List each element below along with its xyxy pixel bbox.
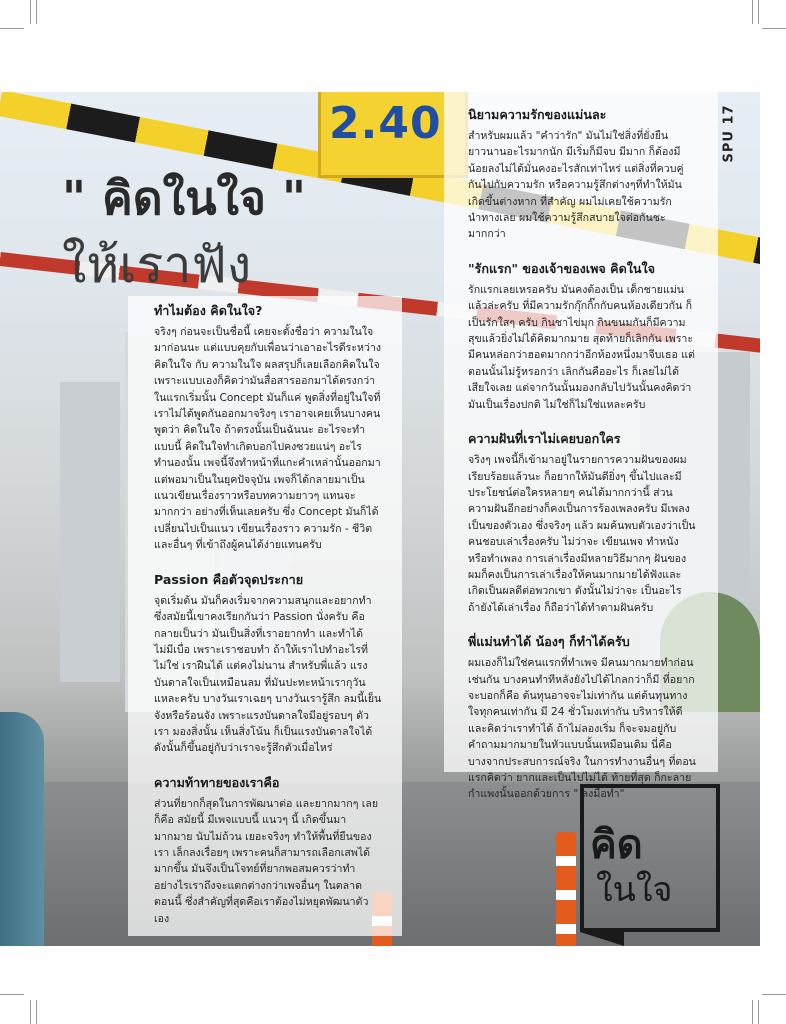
section-heading: Passion คือตัวจุดประกาย: [154, 571, 304, 587]
section-body: จริงๆ เพจนี้ก็เข้ามาอยู่ในรายการความฝันของผมเรียบร้อยแล้วนะ ก็อยากให้มันดียิ่งๆ ขึ้นไปและมีประโยชน์ต่อใครหลายๆ คนได้มากกว่านี้ ส่วนความฝันอีกอย่างก็คงเป็นการร้องเพลงครับ มีเพลงเป็นของตัวเอง ซึ่งจริงๆ แล้ว ผมค้นพบตัวเองว่าเป็นคนชอบเล่าเรื่องครับ ไม่ว่าจะ เขียนเพจ ทำหนัง หรือทำเพลง การเล่าเรื่องมีหลายวิธีมากๆ ฝันของผมก็คงเป็นการเล่าเรื่องให้คนมากมายได้ฟังและเกิดเป็นผลดีต่อพวกเขา ดังนั้นไม่ว่าจะ เป็นอะไร ถ้ายังได้เล่าเรื่อง ก็ถือว่าได้ทำตามฝันครับ: [468, 454, 696, 614]
crop-mark: [758, 0, 759, 24]
crop-mark: [30, 1000, 31, 1024]
crop-mark: [36, 1000, 37, 1024]
crop-mark: [752, 0, 753, 24]
height-sign-text: 2.40: [329, 98, 442, 149]
page-number: 17: [721, 104, 737, 125]
logo-text-line1: คิด: [590, 822, 643, 868]
section-heading: "รักแรก" ของเจ้าของเพจ คิดในใจ: [468, 260, 656, 276]
section-heading: ทำไมต้อง คิดในใจ?: [154, 303, 263, 318]
right-column: [468, 106, 696, 820]
crop-mark: [762, 994, 786, 995]
logo-text-line2: ในใจ: [596, 870, 673, 910]
section-body: รักแรกเลยเหรอครับ มันคงต้องเป็น เด็กชายแม่น แล้วล่ะครับ ที่มีความรักกุ๊กกิ๊กกับคนห้องเดียวกัน ก็เป็นรักใสๆ ครับ กินชาไข่มุก กินขนมกันก็มีความสุขแล้วยิ่งไม่ได้คิดมากมาย สุดท้ายก็เลิกกัน เพราะมีคนหล่อกว่าฮอตมากกว่าอีกห้องหนึ่งมาจีบเธอ แต่ตอนนั้นไม่รู้หรอกว่า เลิกกันคืออะไร ก็เลยไม่ได้เสียใจเลย แต่จากวันนั้นมองกลับไปวันนั้นคงคิดว่ามันเป็นเรื่องปกติ ไม่ใช่ก็ไม่ใช่แหละครับ: [468, 283, 695, 411]
section-body: สำหรับผมแล้ว "คำว่ารัก" มันไม่ใช่สิ่งที่ยั่งยืนยาวนานอะไรมากนัก มีเริ่มก็มีจบ มีมาก ก็ต้องมีน้อยลงไม่ได้มั่นคงอะไรสักเท่าไหร่ แต่สิ่งที่ควบคู่กันไปกับความรัก หรือความรู้สึกต่างๆที่ทำให้มันเกิดขึ้นต่างหาก ที่สำคัญ ผมไม่เคยใช้ความรักนำทางเลย ผมใช้ความรู้สึกสบายใจต่อกันชะมากกว่า: [468, 130, 684, 241]
person-sleeve: [0, 712, 44, 946]
crop-mark: [36, 0, 37, 24]
page-number-label: [722, 104, 740, 166]
crop-mark: [758, 1000, 759, 1024]
section-body: จุดเริ่มต้น มันก็คงเริ่มจากความสนุกและอยากทำ ซึ่งสมัยนี้เขาคงเรียกกันว่า Passion นั่งครับ คือกลายเป็นว่า มันเป็นสิ่งที่เราอยากทำ และทำได้ไม่มีเบื่อ เพราะเราชอบทำ ถ้าให้เราไปทำอะไรที่ไม่ใช่ เราฝืนได้ แต่คงไม่นาน สำหรับพี่แล้ว แรงบันดาลใจเป็นเหมือนลม ที่มันปะทะหน้าเรากุวันแหละครับ บางวันเราเฉยๆ บางวันเรารู้สึก ลมนี้เย็นจังหรือร้อนจัง เพราะแรงบันดาลใจมีอยู่รอบๆ ตัวเรา มองสิ่งนั้น เห็นสิ่งโน้น ก็เป็นแรงบันดาลใจได้ ดังนั้นก็ขึ้นอยู่กับว่าเราจะรู้สึกตัวเมื่อไหร่: [154, 594, 382, 755]
page-title-line2: ให้เราฟัง: [62, 236, 252, 294]
crop-mark: [0, 994, 24, 995]
building: [60, 382, 120, 682]
crop-mark: [752, 1000, 753, 1024]
left-column: [154, 302, 382, 944]
page-title-line1: " คิดในใจ ": [62, 171, 306, 225]
section-heading: นิยามความรักของแม่นละ: [468, 107, 607, 122]
section-body: ส่วนที่ยากก็สุดในการพัฒนาต่อ และยากมากๆ เลยก็คือ สมัยนี้ มีเพจแบบนี้ แนวๆ นี้ เกิดขึ้นมามากมาย นับไม่ถ้วน เยอะจริงๆ ทำให้พื้นที่ยืนของเรา เล็กลงเรื่อยๆ เพราะคนก็สามารถเลือกเสพได้มากขึ้น มันจึงเป็นโจทย์ที่ยากพอสมควรว่าทำอย่างไรเราถึงจะแตกต่างกว่าเพจอื่นๆ ในตลาดตอนนี้ ซึ่งสำคัญที่สุดคือเราต้องไม่หยุดพัฒนาตัวเอง: [154, 797, 379, 925]
section-body: จริงๆ ก่อนจะเป็นชื่อนี้ เคยจะตั้งชื่อว่า ความในใจ มาก่อนนะ แต่แบบคุยกับเพื่อนว่าเอาอะไรดีระหว่าง คิดในใจ กับ ความในใจ ผลสรุปก็เลยเลือกคิดในใจ เพราะแบบเองก็คิดว่ามันสื่อสารออกมาได้ตรงกว่า ในแรกเริ่มนั้น Concept มันก็แค่ พูดสิ่งที่อยู่ในใจที่เราไม่ได้พูดกันออกมาจริงๆ เราอาจเคยเห็นบางคนพูดว่า คิดในใจ ถ้าตรงนั้นเป็นฉันนะ อะไรจะทำแบบนี้ คิดในใจทำเกิดบอกไปคงซวยแน่ๆ อะไรทำนองนั้น เพจนี้จึงทำหน้าที่แกะคำเหล่านั้นออกมา แต่พอมาเป็นในยุคปัจจุบัน เพจก็ได้กลายมาเป็นแนวเขียนเรื่องราวหรือบทความยาวๆ แทนจะมากกว่า อย่างที่เห็นเลยครับ ซึ่ง Concept มันก็ได้เปลี่ยนไปเป็นแนว เขียนเรื่องราว ความรัก - ชีวิต และอื่นๆ ที่เข้าถึงผู้คนได้ง่ายแทนครับ: [154, 326, 382, 552]
section-heading: พี่แม่นทำได้ น้องๆ ก็ทำได้ครับ: [468, 634, 630, 650]
crop-mark: [762, 28, 786, 29]
section-heading: ความท้าทายของเราคือ: [154, 774, 280, 790]
section-heading: ความฝันที่เราไม่เคยบอกใคร: [468, 431, 621, 447]
crop-mark: [30, 0, 31, 24]
section-body: ผมเองก็ไม่ใช่คนแรกที่ทำเพจ มีคนมากมายทำก่อนเช่นกัน บางคนทำทีหลังยังไปได้ไกลกว่าก็มี ที่อยากจะบอกก็คือ ต้นทุนอาจจะไม่เท่ากัน แต่ต้นทุนทางใจทุกคนเท่ากัน มี 24 ชั่วโมงเท่ากัน บริหารให้ดี และคิดว่าเราทำได้ ถ้าไม่ลองเริ่ม ก็จะจมอยู่กับ คำถามมากมายในหัวแบบนั้นเหมือนเดิม นี่คือบางจากประสบการณ์จริง ในการทำงานอื่นๆ ที่ตอนแรกคิดว่า ยากและเป็นไปไม่ได้ ท้ายที่สุด ก็กะลายกำแพงนั้นออกด้วยการ " ลงมือทำ": [468, 657, 696, 801]
crop-mark: [0, 28, 24, 29]
brand-text: SPU: [721, 130, 737, 163]
